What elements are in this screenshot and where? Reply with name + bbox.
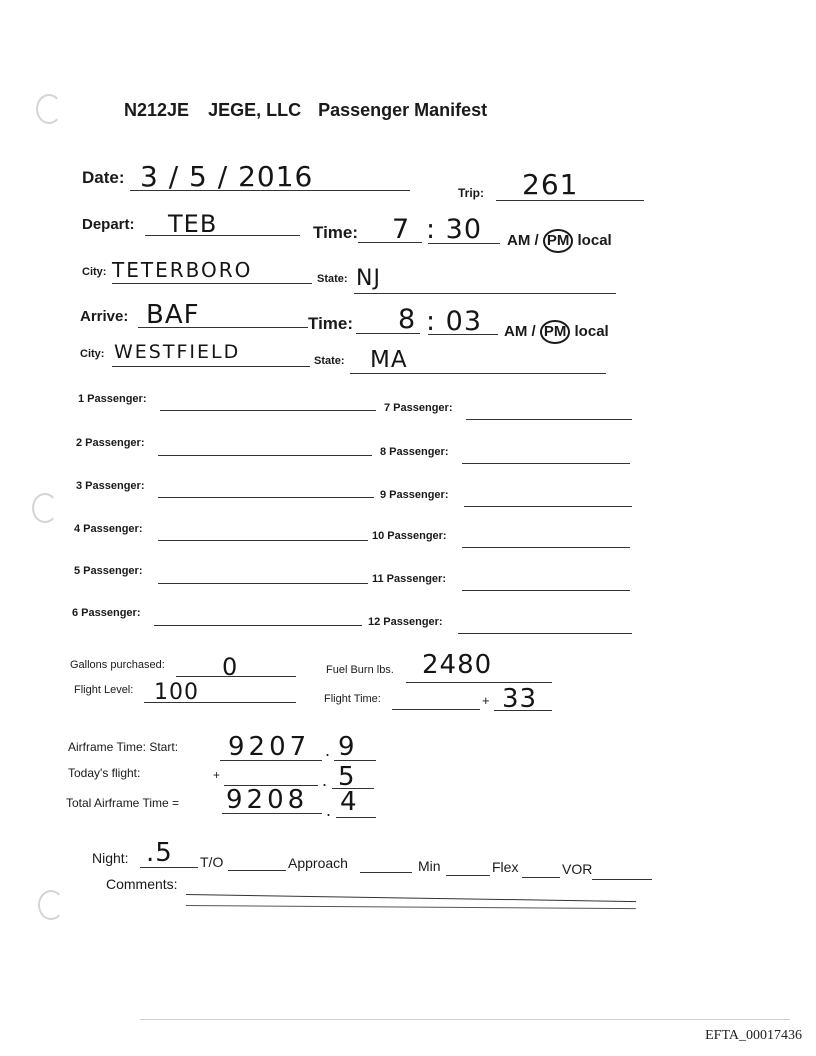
passenger-field[interactable]: [158, 583, 368, 584]
arrive-ampm: [504, 320, 609, 344]
arrive-state-label: State:: [314, 355, 345, 367]
bates-number: EFTA_00017436: [705, 1028, 802, 1043]
passenger-field[interactable]: [462, 547, 630, 548]
trip-label: Trip:: [458, 186, 484, 200]
passenger-field[interactable]: [158, 455, 372, 456]
flight-time-plus: +: [482, 693, 490, 708]
total-airframe-int: 9208: [226, 785, 309, 815]
passenger-field[interactable]: [466, 419, 632, 420]
depart-city-label: City:: [82, 266, 107, 278]
flight-time-value: 33: [502, 684, 538, 714]
fuel-burn-field[interactable]: [406, 682, 552, 683]
passenger-field[interactable]: [154, 625, 362, 626]
punch-hole-bottom: [38, 890, 64, 920]
company-name: JEGE, LLC: [208, 100, 302, 120]
am-label: AM /: [507, 232, 539, 249]
depart-state-label: State:: [317, 273, 348, 285]
depart-value: TEB: [168, 210, 218, 238]
passenger-label: 12 Passenger:: [368, 616, 443, 628]
depart-ampm: [507, 229, 612, 253]
depart-time-hour-field[interactable]: [358, 242, 422, 243]
flex-field[interactable]: [522, 877, 560, 878]
arrive-state-value: MA: [370, 347, 408, 373]
passenger-field[interactable]: [158, 540, 368, 541]
to-field[interactable]: [228, 870, 286, 871]
passenger-label: 9 Passenger:: [380, 489, 449, 501]
passenger-label: 1 Passenger:: [78, 393, 147, 405]
depart-city-field[interactable]: [112, 283, 312, 284]
approach-label: Approach: [288, 855, 348, 871]
to-label: T/O: [200, 854, 224, 870]
night-value: .5: [146, 838, 173, 868]
passenger-field[interactable]: [160, 410, 376, 411]
total-airframe-label: Total Airframe Time =: [66, 796, 180, 810]
comments-field-line-2[interactable]: [186, 905, 636, 909]
form-title: Passenger Manifest: [318, 100, 488, 120]
gallons-label: Gallons purchased:: [70, 659, 165, 671]
passenger-label: 10 Passenger:: [372, 530, 447, 542]
night-label: Night:: [92, 850, 129, 866]
flight-time-label: Flight Time:: [324, 693, 381, 705]
scan-edge-line: [140, 1019, 790, 1020]
am-label-2: AM /: [504, 323, 536, 340]
passenger-label: 8 Passenger:: [380, 446, 449, 458]
passenger-label: 5 Passenger:: [74, 565, 143, 577]
total-airframe-dec-field[interactable]: [336, 817, 376, 818]
date-value: 3 / 5 / 2016: [140, 160, 314, 193]
depart-label: Depart:: [82, 216, 135, 233]
punch-hole-top: [36, 94, 62, 124]
depart-city-value: TETERBORO: [112, 258, 253, 282]
passenger-label: 4 Passenger:: [74, 523, 143, 535]
arrive-value: BAF: [146, 300, 200, 330]
total-airframe-dot: .: [326, 800, 332, 820]
depart-time-label: Time:: [313, 223, 359, 242]
todays-flight-dec: 5: [338, 762, 356, 792]
flex-label: Flex: [492, 859, 519, 875]
passenger-label: 7 Passenger:: [384, 402, 453, 414]
flight-time-field[interactable]: [392, 709, 480, 710]
depart-time-minute: : 30: [426, 214, 483, 245]
passenger-field[interactable]: [158, 497, 374, 498]
flight-level-label: Flight Level:: [74, 684, 134, 696]
depart-state-field[interactable]: [354, 293, 616, 294]
todays-flight-plus: +: [213, 768, 221, 782]
arrive-time-label: Time:: [308, 314, 354, 333]
pm-circled: PM: [543, 229, 574, 253]
total-airframe-dec: 4: [340, 787, 358, 817]
fuel-burn-value: 2480: [422, 650, 493, 680]
arrive-city-label: City:: [80, 348, 105, 360]
airframe-start-label: Airframe Time: Start:: [68, 740, 179, 754]
header: [124, 100, 487, 121]
date-label: Date:: [82, 168, 125, 187]
tail-number: N212JE: [124, 100, 190, 120]
passenger-field[interactable]: [462, 590, 630, 591]
passenger-field[interactable]: [458, 633, 632, 634]
passenger-field[interactable]: [462, 463, 630, 464]
todays-flight-dot: .: [322, 770, 328, 790]
min-field[interactable]: [446, 875, 490, 876]
passenger-label: 11 Passenger:: [372, 573, 446, 585]
arrive-time-hour: 8: [398, 304, 417, 335]
punch-hole-middle: [32, 493, 58, 523]
passenger-label: 3 Passenger:: [76, 480, 145, 492]
trip-value: 261: [522, 168, 579, 201]
arrive-state-field[interactable]: [350, 373, 606, 374]
vor-field[interactable]: [592, 879, 652, 880]
depart-time-hour: 7: [392, 214, 411, 245]
arrive-label: Arrive:: [80, 308, 129, 325]
gallons-value: 0: [222, 653, 239, 681]
comments-label: Comments:: [106, 876, 178, 892]
pm-circled-2: PM: [540, 320, 571, 344]
arrive-city-value: WESTFIELD: [114, 341, 241, 363]
comments-field[interactable]: [186, 894, 636, 902]
arrive-time-minute: : 03: [426, 306, 483, 337]
local-label-2: local: [574, 323, 609, 340]
fuel-burn-label: Fuel Burn lbs.: [326, 664, 394, 676]
min-label: Min: [418, 858, 441, 874]
todays-flight-label: Today's flight:: [68, 766, 141, 780]
depart-state-value: NJ: [356, 266, 381, 291]
approach-field[interactable]: [360, 872, 412, 873]
vor-label: VOR: [562, 861, 593, 877]
airframe-start-dot: .: [325, 740, 331, 760]
passenger-field[interactable]: [464, 506, 632, 507]
arrive-city-field[interactable]: [112, 366, 310, 367]
airframe-start-dec: 9: [338, 732, 356, 762]
local-label: local: [577, 232, 612, 249]
passenger-label: 2 Passenger:: [76, 437, 145, 449]
airframe-start-int: 9207: [228, 732, 311, 762]
passenger-label: 6 Passenger:: [72, 607, 141, 619]
flight-level-value: 100: [154, 680, 199, 705]
